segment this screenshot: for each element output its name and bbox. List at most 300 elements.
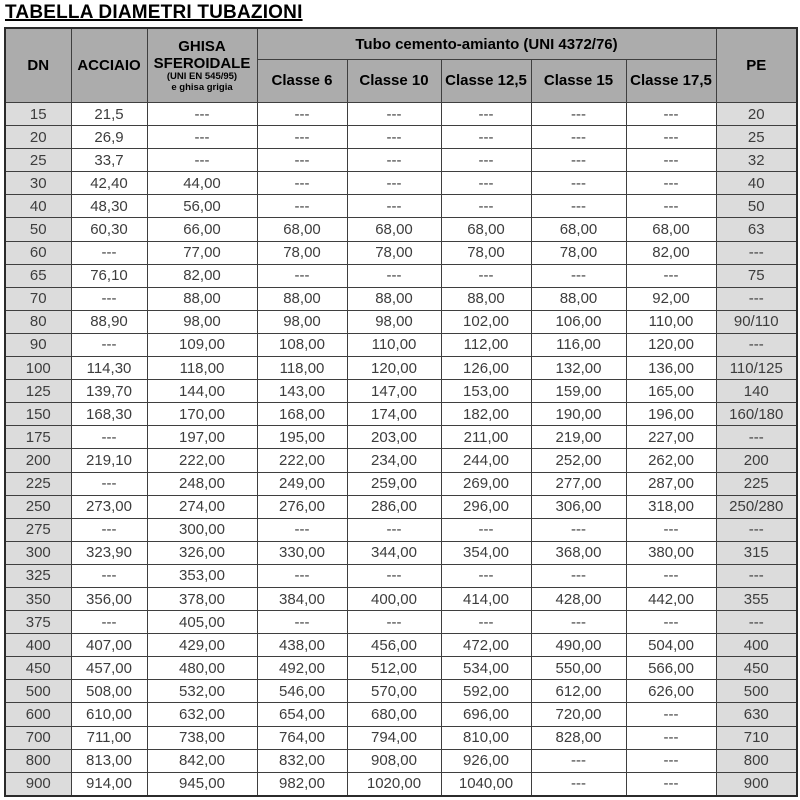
classe-6-cell: 546,00 xyxy=(257,680,347,703)
classe-6-cell: 168,00 xyxy=(257,403,347,426)
classe-17-5-cell: 287,00 xyxy=(626,472,716,495)
acciaio-cell: 168,30 xyxy=(71,403,147,426)
ghisa-cell: 300,00 xyxy=(147,518,257,541)
table-row xyxy=(5,634,797,657)
dn-cell: 125 xyxy=(5,380,71,403)
classe-15-cell: 252,00 xyxy=(531,449,626,472)
classe-10-cell: 88,00 xyxy=(347,287,441,310)
classe-15-cell: --- xyxy=(531,149,626,172)
ghisa-cell: 326,00 xyxy=(147,541,257,564)
ghisa-cell: 429,00 xyxy=(147,634,257,657)
pe-cell: 90/110 xyxy=(716,310,797,333)
classe-10-cell: 680,00 xyxy=(347,703,441,726)
classe-15-cell: 132,00 xyxy=(531,357,626,380)
ghisa-cell: 222,00 xyxy=(147,449,257,472)
classe-15-cell: 550,00 xyxy=(531,657,626,680)
classe-12-5-cell: 244,00 xyxy=(441,449,531,472)
classe-17-5-cell: 504,00 xyxy=(626,634,716,657)
classe-12-5-cell: 102,00 xyxy=(441,310,531,333)
classe-6-cell: --- xyxy=(257,126,347,149)
ghisa-label-line2: SFEROIDALE xyxy=(153,54,251,72)
classe-12-5-cell: --- xyxy=(441,611,531,634)
dn-cell: 700 xyxy=(5,726,71,749)
pe-cell: --- xyxy=(716,426,797,449)
classe-12-5-cell: 354,00 xyxy=(441,541,531,564)
classe-15-cell: --- xyxy=(531,126,626,149)
classe-17-5-cell: --- xyxy=(626,126,716,149)
classe-10-cell: --- xyxy=(347,149,441,172)
acciaio-cell: --- xyxy=(71,287,147,310)
classe-17-5-cell: 68,00 xyxy=(626,218,716,241)
classe-10-cell: --- xyxy=(347,172,441,195)
ghisa-cell: 353,00 xyxy=(147,564,257,587)
table-row xyxy=(5,495,797,518)
classe-10-cell: 570,00 xyxy=(347,680,441,703)
acciaio-cell: 508,00 xyxy=(71,680,147,703)
table-row xyxy=(5,380,797,403)
classe-10-cell: 794,00 xyxy=(347,726,441,749)
column-group-cemento-amianto: Tubo cemento-amianto (UNI 4372/76) xyxy=(257,28,716,60)
classe-12-5-cell: --- xyxy=(441,264,531,287)
acciaio-cell: 914,00 xyxy=(71,772,147,796)
acciaio-cell: 457,00 xyxy=(71,657,147,680)
table-row xyxy=(5,587,797,610)
dn-cell: 600 xyxy=(5,703,71,726)
table-row xyxy=(5,287,797,310)
classe-6-cell: 78,00 xyxy=(257,241,347,264)
classe-10-cell: 120,00 xyxy=(347,357,441,380)
table-row xyxy=(5,726,797,749)
classe-12-5-cell: --- xyxy=(441,195,531,218)
classe-15-cell: --- xyxy=(531,564,626,587)
classe-12-5-cell: 88,00 xyxy=(441,287,531,310)
classe-12-5-cell: 592,00 xyxy=(441,680,531,703)
classe-15-cell: 306,00 xyxy=(531,495,626,518)
ghisa-cell: 274,00 xyxy=(147,495,257,518)
acciaio-cell: 21,5 xyxy=(71,103,147,126)
column-header-pe: PE xyxy=(716,28,797,103)
pe-cell: 900 xyxy=(716,772,797,796)
classe-12-5-cell: 211,00 xyxy=(441,426,531,449)
acciaio-cell: 60,30 xyxy=(71,218,147,241)
acciaio-cell: 139,70 xyxy=(71,380,147,403)
classe-6-cell: 330,00 xyxy=(257,541,347,564)
classe-12-5-cell: --- xyxy=(441,103,531,126)
dn-cell: 275 xyxy=(5,518,71,541)
dn-cell: 20 xyxy=(5,126,71,149)
classe-17-5-cell: --- xyxy=(626,564,716,587)
acciaio-cell: 33,7 xyxy=(71,149,147,172)
dn-cell: 100 xyxy=(5,357,71,380)
ghisa-cell: 109,00 xyxy=(147,333,257,356)
ghisa-cell: 248,00 xyxy=(147,472,257,495)
classe-10-cell: --- xyxy=(347,103,441,126)
classe-10-cell: --- xyxy=(347,611,441,634)
classe-15-cell: 428,00 xyxy=(531,587,626,610)
pe-cell: 630 xyxy=(716,703,797,726)
classe-6-cell: --- xyxy=(257,172,347,195)
dn-cell: 400 xyxy=(5,634,71,657)
pe-cell: 40 xyxy=(716,172,797,195)
classe-15-cell: 219,00 xyxy=(531,426,626,449)
dn-cell: 50 xyxy=(5,218,71,241)
classe-15-cell: 159,00 xyxy=(531,380,626,403)
pe-cell: --- xyxy=(716,241,797,264)
classe-15-cell: 106,00 xyxy=(531,310,626,333)
classe-12-5-cell: 472,00 xyxy=(441,634,531,657)
classe-6-cell: 88,00 xyxy=(257,287,347,310)
classe-17-5-cell: --- xyxy=(626,611,716,634)
dn-cell: 150 xyxy=(5,403,71,426)
table-row xyxy=(5,172,797,195)
ghisa-cell: --- xyxy=(147,126,257,149)
table-row xyxy=(5,357,797,380)
table-row xyxy=(5,518,797,541)
classe-17-5-cell: --- xyxy=(626,703,716,726)
dn-cell: 30 xyxy=(5,172,71,195)
classe-12-5-cell: 810,00 xyxy=(441,726,531,749)
table-row xyxy=(5,149,797,172)
dn-cell: 450 xyxy=(5,657,71,680)
acciaio-cell: 88,90 xyxy=(71,310,147,333)
classe-15-cell: 720,00 xyxy=(531,703,626,726)
dn-cell: 15 xyxy=(5,103,71,126)
pe-cell: 315 xyxy=(716,541,797,564)
classe-6-cell: 68,00 xyxy=(257,218,347,241)
column-header-classe-15: Classe 15 xyxy=(531,60,626,103)
column-header-classe-10: Classe 10 xyxy=(347,60,441,103)
classe-6-cell: --- xyxy=(257,564,347,587)
ghisa-cell: --- xyxy=(147,103,257,126)
classe-15-cell: --- xyxy=(531,103,626,126)
dn-cell: 200 xyxy=(5,449,71,472)
pe-cell: 225 xyxy=(716,472,797,495)
classe-15-cell: 277,00 xyxy=(531,472,626,495)
classe-6-cell: 276,00 xyxy=(257,495,347,518)
ghisa-cell: 532,00 xyxy=(147,680,257,703)
classe-17-5-cell: --- xyxy=(626,518,716,541)
diameter-table xyxy=(4,27,798,797)
classe-10-cell: 147,00 xyxy=(347,380,441,403)
ghisa-cell: 82,00 xyxy=(147,264,257,287)
classe-10-cell: 98,00 xyxy=(347,310,441,333)
classe-12-5-cell: --- xyxy=(441,518,531,541)
ghisa-cell: 44,00 xyxy=(147,172,257,195)
pe-cell: 450 xyxy=(716,657,797,680)
classe-10-cell: 908,00 xyxy=(347,749,441,772)
ghisa-cell: 405,00 xyxy=(147,611,257,634)
classe-15-cell: 88,00 xyxy=(531,287,626,310)
pe-cell: 200 xyxy=(716,449,797,472)
classe-10-cell: 68,00 xyxy=(347,218,441,241)
classe-6-cell: 108,00 xyxy=(257,333,347,356)
table-row xyxy=(5,680,797,703)
pe-cell: 800 xyxy=(716,749,797,772)
classe-10-cell: 78,00 xyxy=(347,241,441,264)
dn-cell: 90 xyxy=(5,333,71,356)
classe-17-5-cell: 196,00 xyxy=(626,403,716,426)
classe-17-5-cell: 110,00 xyxy=(626,310,716,333)
classe-15-cell: 78,00 xyxy=(531,241,626,264)
classe-6-cell: --- xyxy=(257,264,347,287)
classe-12-5-cell: 1040,00 xyxy=(441,772,531,796)
classe-15-cell: --- xyxy=(531,518,626,541)
dn-cell: 250 xyxy=(5,495,71,518)
ghisa-cell: 118,00 xyxy=(147,357,257,380)
classe-12-5-cell: 696,00 xyxy=(441,703,531,726)
dn-cell: 500 xyxy=(5,680,71,703)
classe-17-5-cell: --- xyxy=(626,149,716,172)
table-row xyxy=(5,310,797,333)
pe-cell: 710 xyxy=(716,726,797,749)
classe-10-cell: --- xyxy=(347,518,441,541)
page-title: TABELLA DIAMETRI TUBAZIONI xyxy=(5,2,303,23)
classe-12-5-cell: 68,00 xyxy=(441,218,531,241)
classe-10-cell: 456,00 xyxy=(347,634,441,657)
pe-cell: --- xyxy=(716,611,797,634)
classe-6-cell: 832,00 xyxy=(257,749,347,772)
table-row xyxy=(5,472,797,495)
acciaio-cell: 407,00 xyxy=(71,634,147,657)
pe-cell: --- xyxy=(716,287,797,310)
classe-6-cell: 982,00 xyxy=(257,772,347,796)
classe-12-5-cell: 269,00 xyxy=(441,472,531,495)
acciaio-cell: 114,30 xyxy=(71,357,147,380)
classe-6-cell: 143,00 xyxy=(257,380,347,403)
ghisa-note-grigia: e ghisa grigia xyxy=(171,81,233,93)
ghisa-cell: 632,00 xyxy=(147,703,257,726)
table-row xyxy=(5,449,797,472)
classe-17-5-cell: --- xyxy=(626,726,716,749)
dn-cell: 25 xyxy=(5,149,71,172)
pe-cell: 20 xyxy=(716,103,797,126)
column-header-ghisa xyxy=(147,28,257,103)
table-row xyxy=(5,426,797,449)
header-row-1 xyxy=(5,28,797,60)
acciaio-cell: --- xyxy=(71,241,147,264)
ghisa-note-standard: (UNI EN 545/95) xyxy=(166,70,238,82)
classe-12-5-cell: --- xyxy=(441,149,531,172)
ghisa-cell: 197,00 xyxy=(147,426,257,449)
ghisa-cell: 378,00 xyxy=(147,587,257,610)
classe-15-cell: 116,00 xyxy=(531,333,626,356)
table-row xyxy=(5,564,797,587)
pe-cell: --- xyxy=(716,564,797,587)
acciaio-cell: 273,00 xyxy=(71,495,147,518)
classe-17-5-cell: 442,00 xyxy=(626,587,716,610)
table-row xyxy=(5,772,797,796)
pe-cell: 400 xyxy=(716,634,797,657)
ghisa-cell: 66,00 xyxy=(147,218,257,241)
dn-cell: 325 xyxy=(5,564,71,587)
classe-6-cell: --- xyxy=(257,103,347,126)
classe-15-cell: --- xyxy=(531,264,626,287)
classe-15-cell: 68,00 xyxy=(531,218,626,241)
column-header-acciaio: ACCIAIO xyxy=(71,28,147,103)
classe-12-5-cell: 112,00 xyxy=(441,333,531,356)
acciaio-cell: 219,10 xyxy=(71,449,147,472)
classe-10-cell: 512,00 xyxy=(347,657,441,680)
acciaio-cell: --- xyxy=(71,518,147,541)
ghisa-cell: 56,00 xyxy=(147,195,257,218)
classe-10-cell: 203,00 xyxy=(347,426,441,449)
pe-cell: 50 xyxy=(716,195,797,218)
classe-10-cell: 259,00 xyxy=(347,472,441,495)
acciaio-cell: 711,00 xyxy=(71,726,147,749)
classe-15-cell: 828,00 xyxy=(531,726,626,749)
table-body xyxy=(5,103,797,796)
acciaio-cell: 813,00 xyxy=(71,749,147,772)
table-row xyxy=(5,218,797,241)
classe-6-cell: 98,00 xyxy=(257,310,347,333)
pe-cell: 140 xyxy=(716,380,797,403)
classe-6-cell: 195,00 xyxy=(257,426,347,449)
ghisa-cell: 170,00 xyxy=(147,403,257,426)
table-row xyxy=(5,264,797,287)
classe-10-cell: 110,00 xyxy=(347,333,441,356)
column-header-dn: DN xyxy=(5,28,71,103)
dn-cell: 175 xyxy=(5,426,71,449)
ghisa-cell: 88,00 xyxy=(147,287,257,310)
classe-10-cell: --- xyxy=(347,564,441,587)
table-row xyxy=(5,541,797,564)
classe-6-cell: --- xyxy=(257,518,347,541)
classe-15-cell: 368,00 xyxy=(531,541,626,564)
dn-cell: 40 xyxy=(5,195,71,218)
classe-17-5-cell: --- xyxy=(626,772,716,796)
table-row xyxy=(5,103,797,126)
dn-cell: 900 xyxy=(5,772,71,796)
classe-17-5-cell: --- xyxy=(626,749,716,772)
column-header-classe-17-5: Classe 17,5 xyxy=(626,60,716,103)
classe-10-cell: --- xyxy=(347,126,441,149)
classe-6-cell: 764,00 xyxy=(257,726,347,749)
classe-17-5-cell: 262,00 xyxy=(626,449,716,472)
ghisa-cell: 144,00 xyxy=(147,380,257,403)
dn-cell: 375 xyxy=(5,611,71,634)
classe-15-cell: --- xyxy=(531,749,626,772)
dn-cell: 225 xyxy=(5,472,71,495)
classe-15-cell: --- xyxy=(531,172,626,195)
acciaio-cell: --- xyxy=(71,472,147,495)
classe-6-cell: 438,00 xyxy=(257,634,347,657)
ghisa-label-line1: GHISA xyxy=(178,37,226,55)
column-header-classe-12-5: Classe 12,5 xyxy=(441,60,531,103)
classe-10-cell: 234,00 xyxy=(347,449,441,472)
classe-17-5-cell: 136,00 xyxy=(626,357,716,380)
acciaio-cell: 48,30 xyxy=(71,195,147,218)
classe-17-5-cell: 82,00 xyxy=(626,241,716,264)
acciaio-cell: 323,90 xyxy=(71,541,147,564)
dn-cell: 60 xyxy=(5,241,71,264)
classe-6-cell: 222,00 xyxy=(257,449,347,472)
classe-6-cell: 118,00 xyxy=(257,357,347,380)
classe-17-5-cell: 318,00 xyxy=(626,495,716,518)
classe-12-5-cell: 926,00 xyxy=(441,749,531,772)
pe-cell: 75 xyxy=(716,264,797,287)
classe-15-cell: --- xyxy=(531,772,626,796)
table-row xyxy=(5,657,797,680)
classe-12-5-cell: 414,00 xyxy=(441,587,531,610)
dn-cell: 300 xyxy=(5,541,71,564)
classe-6-cell: 654,00 xyxy=(257,703,347,726)
pe-cell: 250/280 xyxy=(716,495,797,518)
classe-17-5-cell: 120,00 xyxy=(626,333,716,356)
classe-10-cell: --- xyxy=(347,264,441,287)
classe-17-5-cell: 566,00 xyxy=(626,657,716,680)
pe-cell: 25 xyxy=(716,126,797,149)
acciaio-cell: --- xyxy=(71,564,147,587)
pe-cell: 160/180 xyxy=(716,403,797,426)
classe-15-cell: 190,00 xyxy=(531,403,626,426)
acciaio-cell: 356,00 xyxy=(71,587,147,610)
classe-6-cell: --- xyxy=(257,611,347,634)
pe-cell: --- xyxy=(716,333,797,356)
classe-17-5-cell: --- xyxy=(626,195,716,218)
acciaio-cell: --- xyxy=(71,611,147,634)
ghisa-cell: --- xyxy=(147,149,257,172)
table-row xyxy=(5,703,797,726)
classe-10-cell: 174,00 xyxy=(347,403,441,426)
pe-cell: 110/125 xyxy=(716,357,797,380)
classe-15-cell: 490,00 xyxy=(531,634,626,657)
classe-10-cell: 286,00 xyxy=(347,495,441,518)
classe-6-cell: 249,00 xyxy=(257,472,347,495)
acciaio-cell: --- xyxy=(71,426,147,449)
ghisa-cell: 842,00 xyxy=(147,749,257,772)
classe-17-5-cell: 626,00 xyxy=(626,680,716,703)
table-row xyxy=(5,611,797,634)
dn-cell: 80 xyxy=(5,310,71,333)
dn-cell: 350 xyxy=(5,587,71,610)
classe-6-cell: --- xyxy=(257,195,347,218)
classe-10-cell: 1020,00 xyxy=(347,772,441,796)
acciaio-cell: 42,40 xyxy=(71,172,147,195)
classe-6-cell: --- xyxy=(257,149,347,172)
classe-12-5-cell: --- xyxy=(441,126,531,149)
classe-17-5-cell: 380,00 xyxy=(626,541,716,564)
classe-17-5-cell: --- xyxy=(626,103,716,126)
ghisa-cell: 738,00 xyxy=(147,726,257,749)
table-row xyxy=(5,241,797,264)
acciaio-cell: 610,00 xyxy=(71,703,147,726)
acciaio-cell: --- xyxy=(71,333,147,356)
ghisa-cell: 480,00 xyxy=(147,657,257,680)
classe-15-cell: 612,00 xyxy=(531,680,626,703)
classe-10-cell: --- xyxy=(347,195,441,218)
classe-12-5-cell: 182,00 xyxy=(441,403,531,426)
table-row xyxy=(5,126,797,149)
classe-12-5-cell: 126,00 xyxy=(441,357,531,380)
acciaio-cell: 76,10 xyxy=(71,264,147,287)
classe-17-5-cell: 92,00 xyxy=(626,287,716,310)
pe-cell: 500 xyxy=(716,680,797,703)
pe-cell: 63 xyxy=(716,218,797,241)
table-row xyxy=(5,403,797,426)
classe-6-cell: 384,00 xyxy=(257,587,347,610)
classe-10-cell: 400,00 xyxy=(347,587,441,610)
dn-cell: 70 xyxy=(5,287,71,310)
classe-17-5-cell: --- xyxy=(626,172,716,195)
classe-12-5-cell: 534,00 xyxy=(441,657,531,680)
classe-17-5-cell: 227,00 xyxy=(626,426,716,449)
ghisa-cell: 77,00 xyxy=(147,241,257,264)
table-header xyxy=(5,28,797,103)
ghisa-cell: 945,00 xyxy=(147,772,257,796)
pe-cell: --- xyxy=(716,518,797,541)
pe-cell: 32 xyxy=(716,149,797,172)
classe-12-5-cell: --- xyxy=(441,564,531,587)
